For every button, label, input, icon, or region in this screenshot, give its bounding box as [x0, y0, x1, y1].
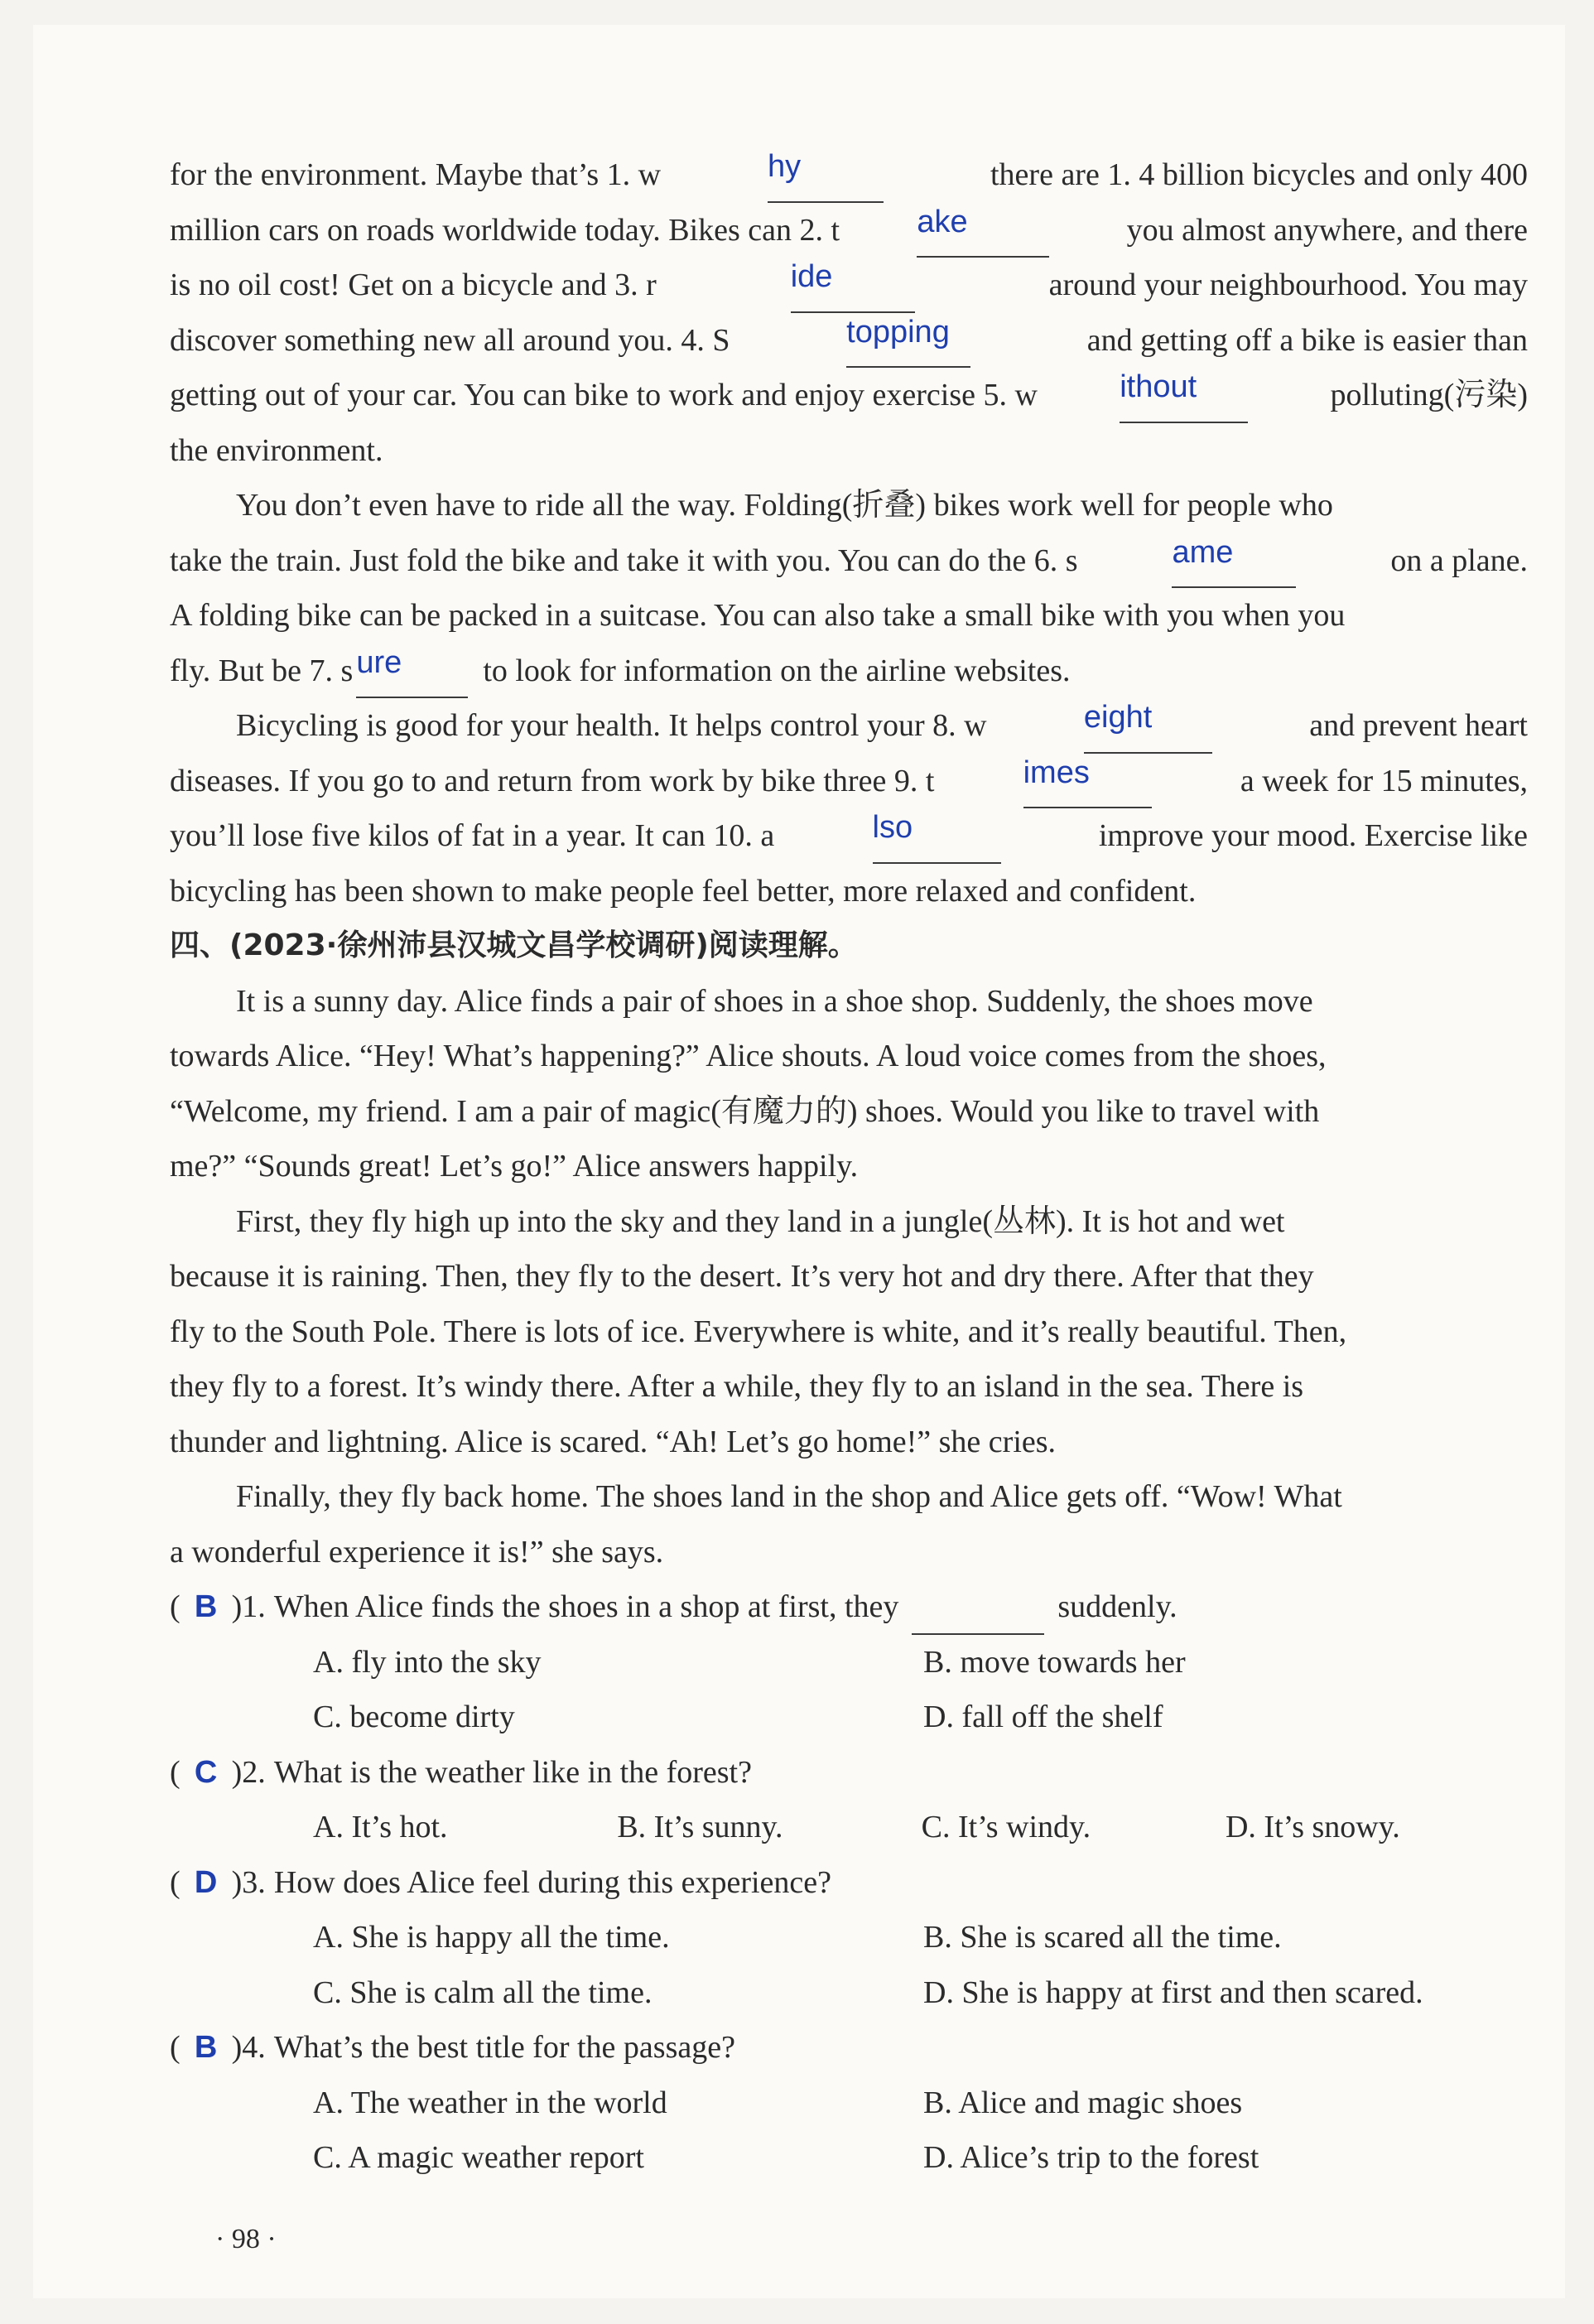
- blank-answer: topping: [846, 314, 950, 350]
- line-text: for the environment. Maybe that’s 1. w: [170, 157, 662, 192]
- text-line: [170, 1469, 1528, 1525]
- question-1: [170, 1579, 1528, 1635]
- line-text: Finally, they fly back home. The shoes land in the shop and Alice gets off. “Wow! What: [236, 1479, 1342, 1514]
- line-text: improve your mood. Exercise like: [1098, 818, 1528, 853]
- blank-answer: ide: [790, 259, 833, 294]
- blank-answer: eight: [1083, 700, 1153, 735]
- option-row: [170, 1635, 1528, 1690]
- option-b: B. Alice and magic shoes: [923, 2085, 1243, 2120]
- option-c: C. It’s windy.: [921, 1810, 1091, 1844]
- option-row: [170, 1910, 1528, 1965]
- option-a: A. fly into the sky: [313, 1644, 542, 1680]
- line-text: getting out of your car. You can bike to work and enjoy exercise 5. w: [170, 378, 1038, 412]
- text-line: [170, 1139, 1528, 1194]
- question-answer: C: [194, 1754, 218, 1790]
- section-heading: 四、(2023·徐州沛县汉城文昌学校调研)阅读理解。: [170, 928, 858, 962]
- line-text: you’ll lose five kilos of fat in a year. It can 10. a: [170, 818, 775, 853]
- question-number: )1.: [231, 1589, 266, 1624]
- line-text: on a plane.: [1390, 542, 1528, 578]
- option-b: B. It’s sunny.: [617, 1810, 783, 1844]
- page-number: · 98 ·: [215, 2224, 277, 2254]
- line-text: they fly to a forest. It’s windy there. After a while, they fly to an island in the sea. There is: [170, 1369, 1304, 1404]
- blank-answer: imes: [1023, 755, 1090, 790]
- question-text: How does Alice feel during this experience?: [273, 1864, 832, 1900]
- line-text: to look for information on the airline websites.: [483, 653, 1071, 688]
- question-3: [170, 1855, 1528, 1911]
- option-row: [170, 1690, 1528, 1745]
- option-a: A. It’s hot.: [313, 1810, 448, 1844]
- open-paren: (: [170, 1864, 181, 1900]
- blank-answer: ure: [356, 644, 402, 680]
- line-text: You don’t even have to ride all the way. Folding(折叠) bikes work well for people who: [236, 488, 1333, 523]
- line-text: fly. But be 7. s: [170, 653, 354, 688]
- answer-blank-3: [791, 258, 915, 313]
- answer-blank-10: [873, 808, 1001, 864]
- text-line: [170, 1359, 1528, 1415]
- line-text: thunder and lightning. Alice is scared. “Ah! Let’s go home!” she cries.: [170, 1424, 1057, 1459]
- open-paren: (: [170, 1589, 181, 1624]
- open-paren: (: [170, 2030, 181, 2065]
- text-line: [170, 203, 1528, 258]
- line-text: a wonderful experience it is!” she says.: [170, 1534, 664, 1569]
- text-line: [170, 423, 1528, 479]
- text-line: [170, 588, 1528, 644]
- option-row: [170, 1965, 1528, 2021]
- answer-blank-6: [1172, 533, 1296, 589]
- line-text: A folding bike can be packed in a suitcase. You can also take a small bike with you when you: [170, 598, 1346, 633]
- option-row: [170, 2130, 1528, 2186]
- answer-blank-9: [1023, 754, 1152, 809]
- option-b: B. She is scared all the time.: [923, 1920, 1282, 1955]
- question-text: suddenly.: [1057, 1589, 1177, 1624]
- text-line: [170, 644, 1528, 699]
- line-text: the environment.: [170, 432, 383, 468]
- line-text: First, they fly high up into the sky and they land in a jungle(丛林). It is hot and wet: [236, 1203, 1285, 1239]
- text-line: [170, 1194, 1528, 1250]
- blank-answer: ake: [917, 204, 968, 239]
- line-text: because it is raining. Then, they fly to the desert. It’s very hot and dry there. After that they: [170, 1259, 1314, 1294]
- option-d: D. She is happy at first and then scared.: [923, 1974, 1423, 2010]
- text-line: [170, 1304, 1528, 1360]
- text-line: [170, 1525, 1528, 1580]
- option-row: [170, 1800, 1528, 1855]
- text-line: [170, 258, 1528, 313]
- blank-answer: hy: [768, 149, 802, 184]
- question-text: What is the weather like in the forest?: [273, 1754, 752, 1790]
- line-text: is no oil cost! Get on a bicycle and 3. r: [170, 268, 657, 302]
- answer-blank-1: [768, 147, 884, 203]
- option-d: D. Alice’s trip to the forest: [923, 2140, 1259, 2175]
- option-d: D. fall off the shelf: [923, 1700, 1163, 1734]
- question-text: What’s the best title for the passage?: [273, 2030, 735, 2065]
- page-content: [170, 147, 1528, 2186]
- option-c: C. A magic weather report: [313, 2140, 644, 2175]
- option-b: B. move towards her: [923, 1644, 1186, 1680]
- line-text: towards Alice. “Hey! What’s happening?” Alice shouts. A loud voice comes from the shoes,: [170, 1039, 1327, 1073]
- open-paren: (: [170, 1754, 181, 1790]
- text-line: [170, 1249, 1528, 1304]
- question-number: )2.: [231, 1754, 266, 1790]
- text-line: [170, 974, 1528, 1029]
- option-c: C. She is calm all the time.: [313, 1974, 653, 2010]
- workbook-page: [33, 25, 1565, 2298]
- line-text: “Welcome, my friend. I am a pair of magic(有魔力的) shoes. Would you like to travel with: [170, 1093, 1320, 1129]
- line-text: me?” “Sounds great! Let’s go!” Alice answers happily.: [170, 1149, 859, 1184]
- question-answer: B: [194, 1589, 218, 1624]
- line-text: It is a sunny day. Alice finds a pair of shoes in a shoe shop. Suddenly, the shoes move: [236, 983, 1313, 1019]
- line-text: diseases. If you go to and return from work by bike three 9. t: [170, 763, 935, 798]
- option-a: A. She is happy all the time.: [313, 1920, 670, 1955]
- answer-blank-2: [917, 203, 1049, 258]
- blank-answer: ame: [1172, 534, 1234, 570]
- text-line: [170, 313, 1528, 369]
- answer-blank-4: [846, 313, 970, 369]
- text-line: [170, 533, 1528, 589]
- option-d: D. It’s snowy.: [1225, 1810, 1400, 1844]
- text-line: [170, 754, 1528, 809]
- question-number: )4.: [231, 2030, 266, 2065]
- text-line: [170, 478, 1528, 533]
- option-a: A. The weather in the world: [313, 2085, 667, 2120]
- option-row: [170, 2076, 1528, 2131]
- blank-answer: lso: [872, 810, 913, 845]
- answer-blank-8: [1084, 698, 1212, 754]
- line-text: and getting off a bike is easier than: [1086, 322, 1528, 358]
- question-text: When Alice finds the shoes in a shop at first, they: [273, 1589, 899, 1624]
- line-text: fly to the South Pole. There is lots of ice. Everywhere is white, and it’s really beautiful. Then,: [170, 1314, 1347, 1349]
- answer-blank-7: [356, 644, 468, 699]
- text-line: [170, 1029, 1528, 1084]
- line-text: take the train. Just fold the bike and take it with you. You can do the 6. s: [170, 542, 1078, 578]
- question-answer: D: [194, 1864, 218, 1900]
- line-text: and prevent heart: [1309, 708, 1528, 743]
- text-line: [170, 808, 1528, 864]
- line-text: million cars on roads worldwide today. Bikes can 2. t: [170, 212, 840, 248]
- option-c: C. become dirty: [313, 1700, 515, 1734]
- text-line: [170, 698, 1528, 754]
- line-text: a week for 15 minutes,: [1240, 763, 1528, 798]
- line-text: around your neighbourhood. You may: [1048, 268, 1528, 302]
- question-4: [170, 2020, 1528, 2076]
- answer-blank-5: [1120, 368, 1248, 423]
- text-line: [170, 1084, 1528, 1140]
- line-text: polluting(污染): [1330, 378, 1528, 412]
- question-answer: B: [194, 2030, 218, 2065]
- line-text: bicycling has been shown to make people feel better, more relaxed and confident.: [170, 873, 1197, 909]
- text-line: [170, 1415, 1528, 1470]
- blank-answer: ithout: [1120, 369, 1197, 404]
- question-number: )3.: [231, 1864, 266, 1900]
- question-blank: [912, 1579, 1044, 1635]
- line-text: there are 1. 4 billion bicycles and only 400: [990, 157, 1528, 192]
- line-text: you almost anywhere, and there: [1126, 212, 1528, 248]
- line-text: discover something new all around you. 4. S: [170, 322, 730, 358]
- line-text: Bicycling is good for your health. It helps control your 8. w: [236, 708, 987, 743]
- text-line: [170, 147, 1528, 203]
- text-line: [170, 864, 1528, 919]
- text-line: [170, 368, 1528, 423]
- question-2: [170, 1745, 1528, 1801]
